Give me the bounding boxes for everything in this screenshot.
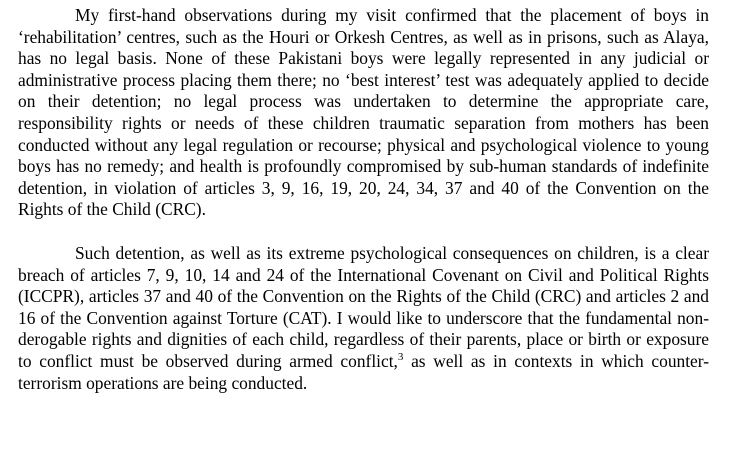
document-body — [18, 5, 709, 394]
paragraph-observations-text: My first-hand observations during my visit confirmed that the placement of boys in ‘rehabilitation’ centres, such as the Houri or Orkesh Centres, as well as in prisons, such as Alaya, has no legal basis. None of these Pakistani boys were legally represented in any judicial or administrative process placing them there; no ‘best interest’ test was adequately applied to decide on their detention; no legal process was undertaken to determine the appropriate care, responsibility rights or needs of these children traumatic separation from mothers has been conducted without any legal regulation or recourse; physical and psychological violence to young boys has no remedy; and health is profoundly compromised by sub-human standards of indefinite detention, in violation of articles 3, 9, 16, 19, 20, 24, 34, 37 and 40 of the Convention on the Rights of the Child (CRC). — [18, 5, 709, 220]
paragraph-detention-text-end: as well as in contexts in which counter-terrorism operations are being conducted. — [18, 350, 710, 393]
paragraph-detention-text: Such detention, as well as its extreme psychological consequences on children, is a clear breach of articles 7, 9, 10, 14 and 24 of the International Covenant on Civil and Political Rights (ICCPR), articles 37 and 40 of the Convention on the Rights of the Child (CRC) and articles 2 and 16 of the Convention against Torture (CAT). I would like to underscore that the fundamental non-derogable rights and dignities of each child, regardless of their parents, place or birth or exposure to conflict must be observed during armed conflict, — [18, 242, 709, 371]
paragraph-observations — [18, 5, 709, 221]
footnote-marker[interactable]: 3 — [397, 351, 404, 364]
paragraph-detention-breach — [18, 243, 709, 394]
